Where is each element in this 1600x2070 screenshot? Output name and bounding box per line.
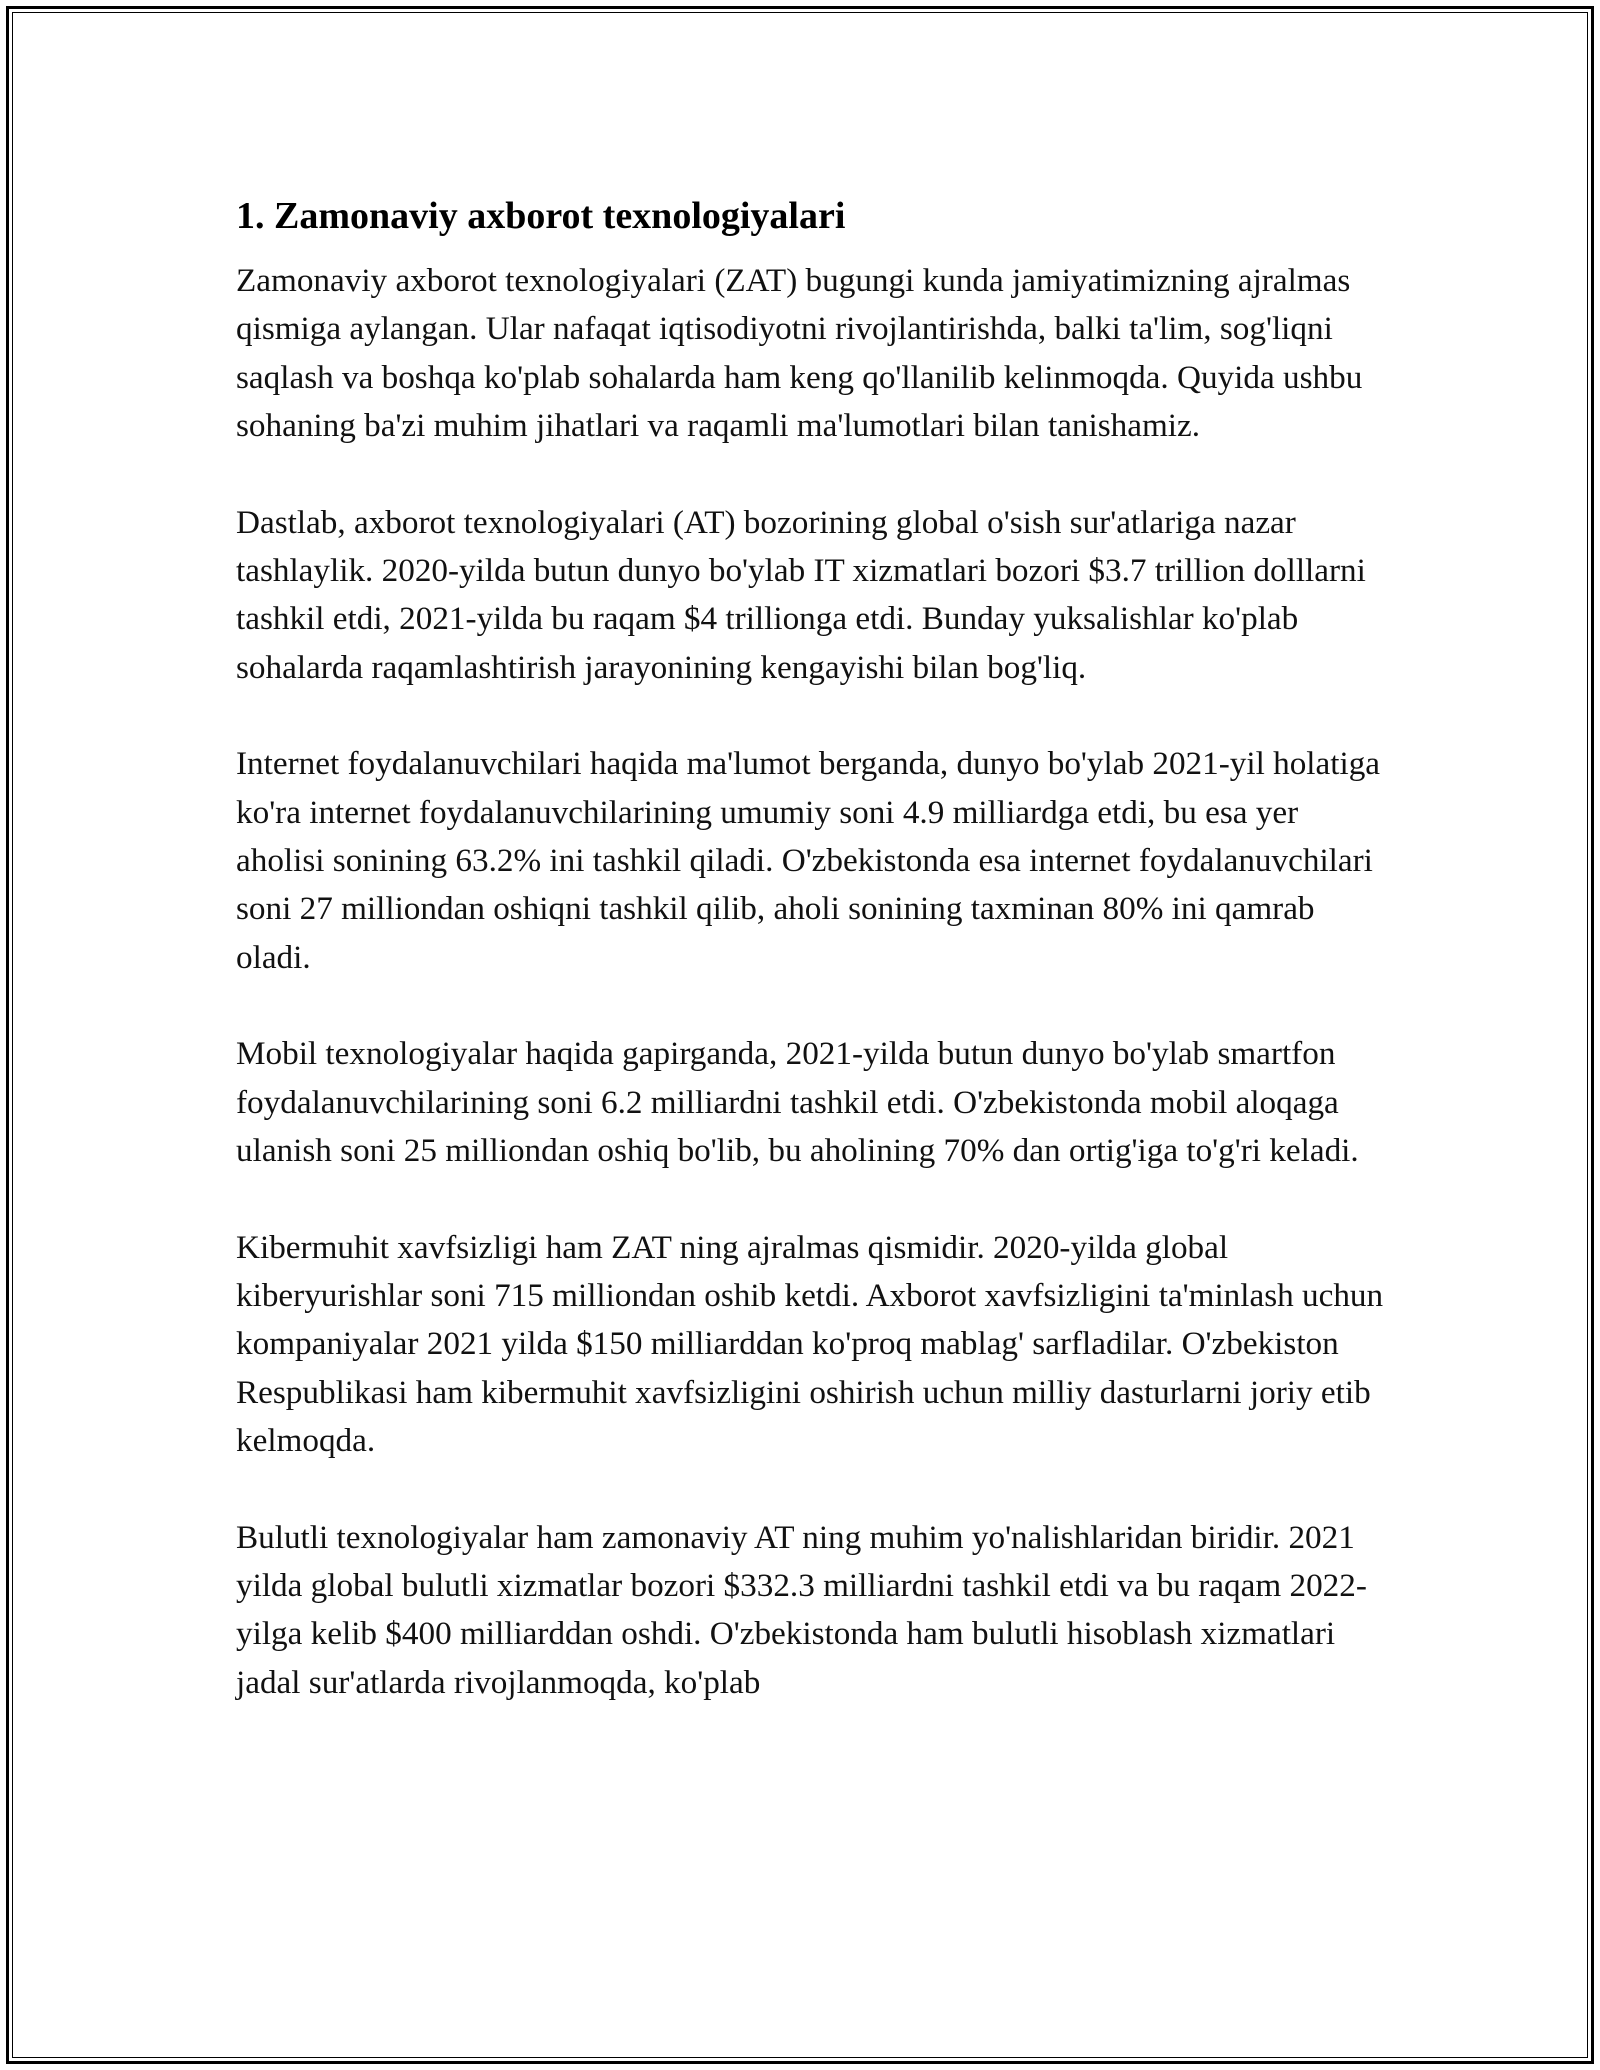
- paragraph-internet-users: Internet foydalanuvchilari haqida ma'lumot berganda, dunyo bo'ylab 2021-yil holatiga ko'ra internet foydalanuvchilarining umumiy soni 4.9 milliardga etdi, bu esa yer aholisi sonining 63.2% ini tashkil qiladi. O'zbekistonda esa internet foydalanuvchilari soni 27 milliondan oshiqni tashkil qilib, aholi sonining taxminan 80% ini qamrab oladi.: [236, 745, 1381, 976]
- section-heading: 1. Zamonaviy axborot texnologiyalari: [236, 195, 846, 237]
- document-body: [236, 189, 1386, 1755]
- paragraph-cloud-tech: Bulutli texnologiyalar ham zamonaviy AT ning muhim yo'nalishlaridan biridir. 2021 yilda global bulutli xizmatlar bozori $332.3 milliardni tashkil etdi va bu raqam 2022-yilga kelib $400 milliarddan oshdi. O'zbekistonda ham bulutli hisoblash xizmatlari jadal sur'atlarda rivojlanmoqda, ko'plab: [236, 1518, 1367, 1701]
- paragraph-mobile-tech: Mobil texnologiyalar haqida gapirganda, 2021-yilda butun dunyo bo'ylab smartfon foydalanuvchilarining soni 6.2 milliardni tashkil etdi. O'zbekistonda mobil aloqaga ulanish soni 25 milliondan oshiq bo'lib, bu aholining 70% dan ortig'iga to'g'ri keladi.: [236, 1035, 1359, 1170]
- paragraph-it-market: Dastlab, axborot texnologiyalari (AT) bozorining global o'sish sur'atlariga nazar tashlaylik. 2020-yilda butun dunyo bo'ylab IT xizmatlari bozori $3.7 trillion dolllarni tashkil etdi, 2021-yilda bu raqam $4 trillionga etdi. Bunday yuksalishlar ko'plab sohalarda raqamlashtirish jarayonining kengayishi bilan bog'liq.: [236, 503, 1366, 686]
- paragraph-cybersecurity: Kibermuhit xavfsizligi ham ZAT ning ajralmas qismidir. 2020-yilda global kiberyurishlar soni 715 milliondan oshib ketdi. Axborot xavfsizligini ta'minlash uchun kompaniyalar 2021 yilda $150 milliarddan ko'proq mablag' sarfladilar. O'zbekiston Respublikasi ham kibermuhit xavfsizligini oshirish uchun milliy dasturlarni joriy etib kelmoqda.: [236, 1228, 1384, 1460]
- paragraph-intro: Zamonaviy axborot texnologiyalari (ZAT) bugungi kunda jamiyatimizning ajralmas qismiga aylangan. Ular nafaqat iqtisodiyotni rivojlantirishda, balki ta'lim, sog'liqni saqlash va boshqa ko'plab sohalarda ham keng qo'llanilib kelinmoqda. Quyida ushbu sohaning ba'zi muhim jihatlari va raqamli ma'lumotlari bilan tanishamiz.: [236, 262, 1363, 445]
